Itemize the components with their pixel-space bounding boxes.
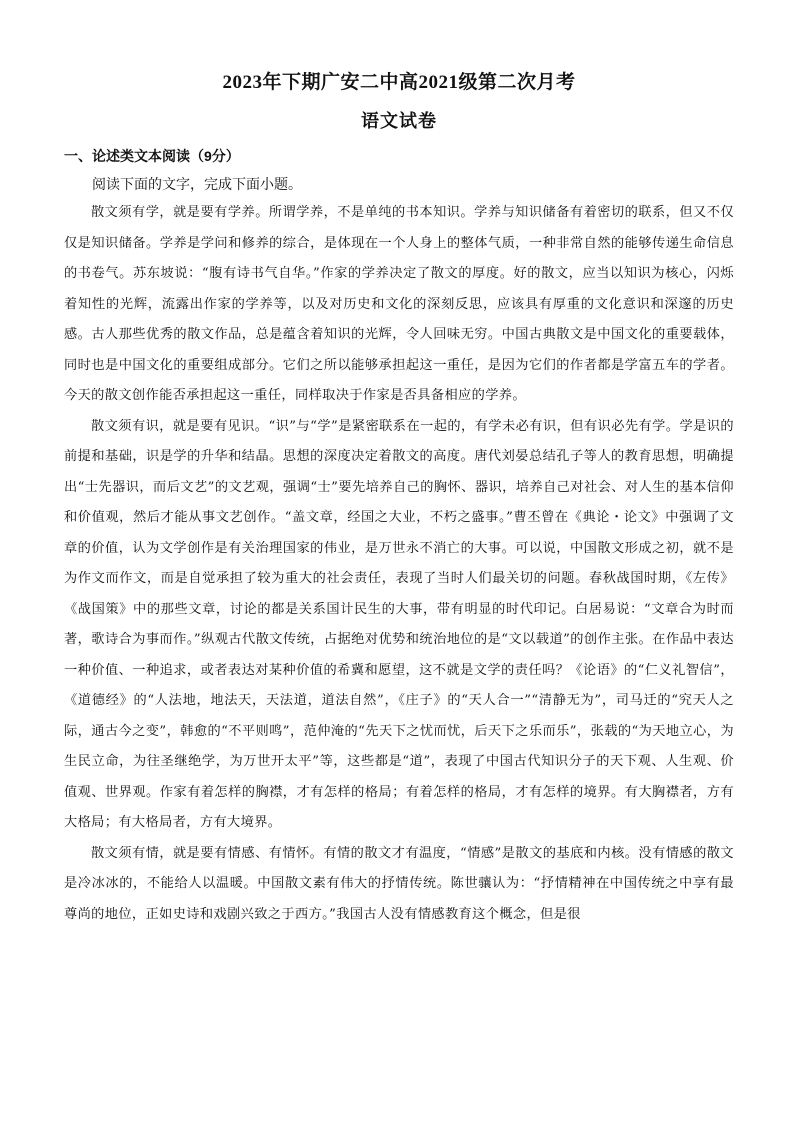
section-instruction: 阅读下面的文字，完成下面小题。 [92, 176, 302, 192]
page-subtitle: 语文试卷 [361, 111, 437, 131]
paragraph-emotion: 散文须有情，就是要有情感、有情怀。有情的散文才有温度，“情感”是散文的基底和内核。没有情感的散文是冷冰冰的，不能给人以温暖。中国散文素有伟大的抒情传统。陈世骧认为：“抒情精神在中国传统之中享有最尊尚的地位，正如史诗和戏剧兴致之于西方。”我国古人没有情感教育这个概念，但是很 [64, 845, 734, 922]
paragraph-insight: 散文须有识，就是要有见识。“识”与“学”是紧密联系在一起的，有学未必有识，但有识必先有学。学是识的前提和基础，识是学的升华和结晶。思想的深度决定着散文的高度。唐代刘晏总结孔子等人的教育思想，明确提出“士先器识，而后文艺”的文艺观，强调“士”要先培养自己的胸怀、器识，培养自己对社会、对人生的基本信仰和价值观，然后才能从事文艺创作。“盖文章，经国之大业，不朽之盛事。”曹丕曾在《典论・论文》中强调了文章的价值，认为文学创作是有关治理国家的伟业，是万世永不消亡的大事。可以说，中国散文形成之初，就不是为作文而作文，而是自觉承担了较为重大的社会责任，表现了当时人们最关切的问题。春秋战国时期，《左传》《战国策》中的那些文章，讨论的都是关系国计民生的大事，带有明显的时代印记。白居易说：“文章合为时而著，歌诗合为事而作。”纵观古代散文传统，占据绝对优势和统治地位的是“文以载道”的创作主张。在作品中表达一种价值、一种追求，或者表达对某种价值的希冀和愿望，这不就是文学的责任吗？《论语》的“仁义礼智信”，《道德经》的“人法地，地法天，天法道，道法自然”，《庄子》的“天人合一”“清静无为”，司马迁的“究天人之际，通古今之变”，韩愈的“不平则鸣”，范仲淹的“先天下之忧而忧，后天下之乐而乐”，张载的“为天地立心，为生民立命，为往圣继绝学，为万世开太平”等，这些都是“道”，表现了中国古代知识分子的天下观、人生观、价值观、世界观。作家有着怎样的胸襟，才有怎样的格局；有着怎样的格局，才有怎样的境界。有大胸襟者，方有大格局；有大格局者，方有大境界。 [64, 418, 734, 830]
paragraph-learning: 散文须有学，就是要有学养。所谓学养，不是单纯的书本知识。学养与知识储备有着密切的联系，但又不仅仅是知识储备。学养是学问和修养的综合，是体现在一个人身上的整体气质，一种非常自然的能够传递生命信息的书卷气。苏东坡说：“腹有诗书气自华。”作家的学养决定了散文的厚度。好的散文，应当以知识为核心，闪烁着知性的光辉，流露出作家的学养等，以及对历史和文化的深刻反思，应该具有厚重的文化意识和深邃的历史感。古人那些优秀的散文作品，总是蕴含着知识的光辉，令人回味无穷。中国古典散文是中国文化的重要载体，同时也是中国文化的重要组成部分。它们之所以能够承担起这一重任，是因为它们的作者都是学富五车的学者。今天的散文创作能否承担起这一重任，同样取决于作家是否具备相应的学养。 [64, 205, 734, 403]
page-title: 2023年下期广安二中高2021级第二次月考 [222, 72, 576, 93]
section-heading: 一、论述类文本阅读（9分） [64, 148, 240, 164]
